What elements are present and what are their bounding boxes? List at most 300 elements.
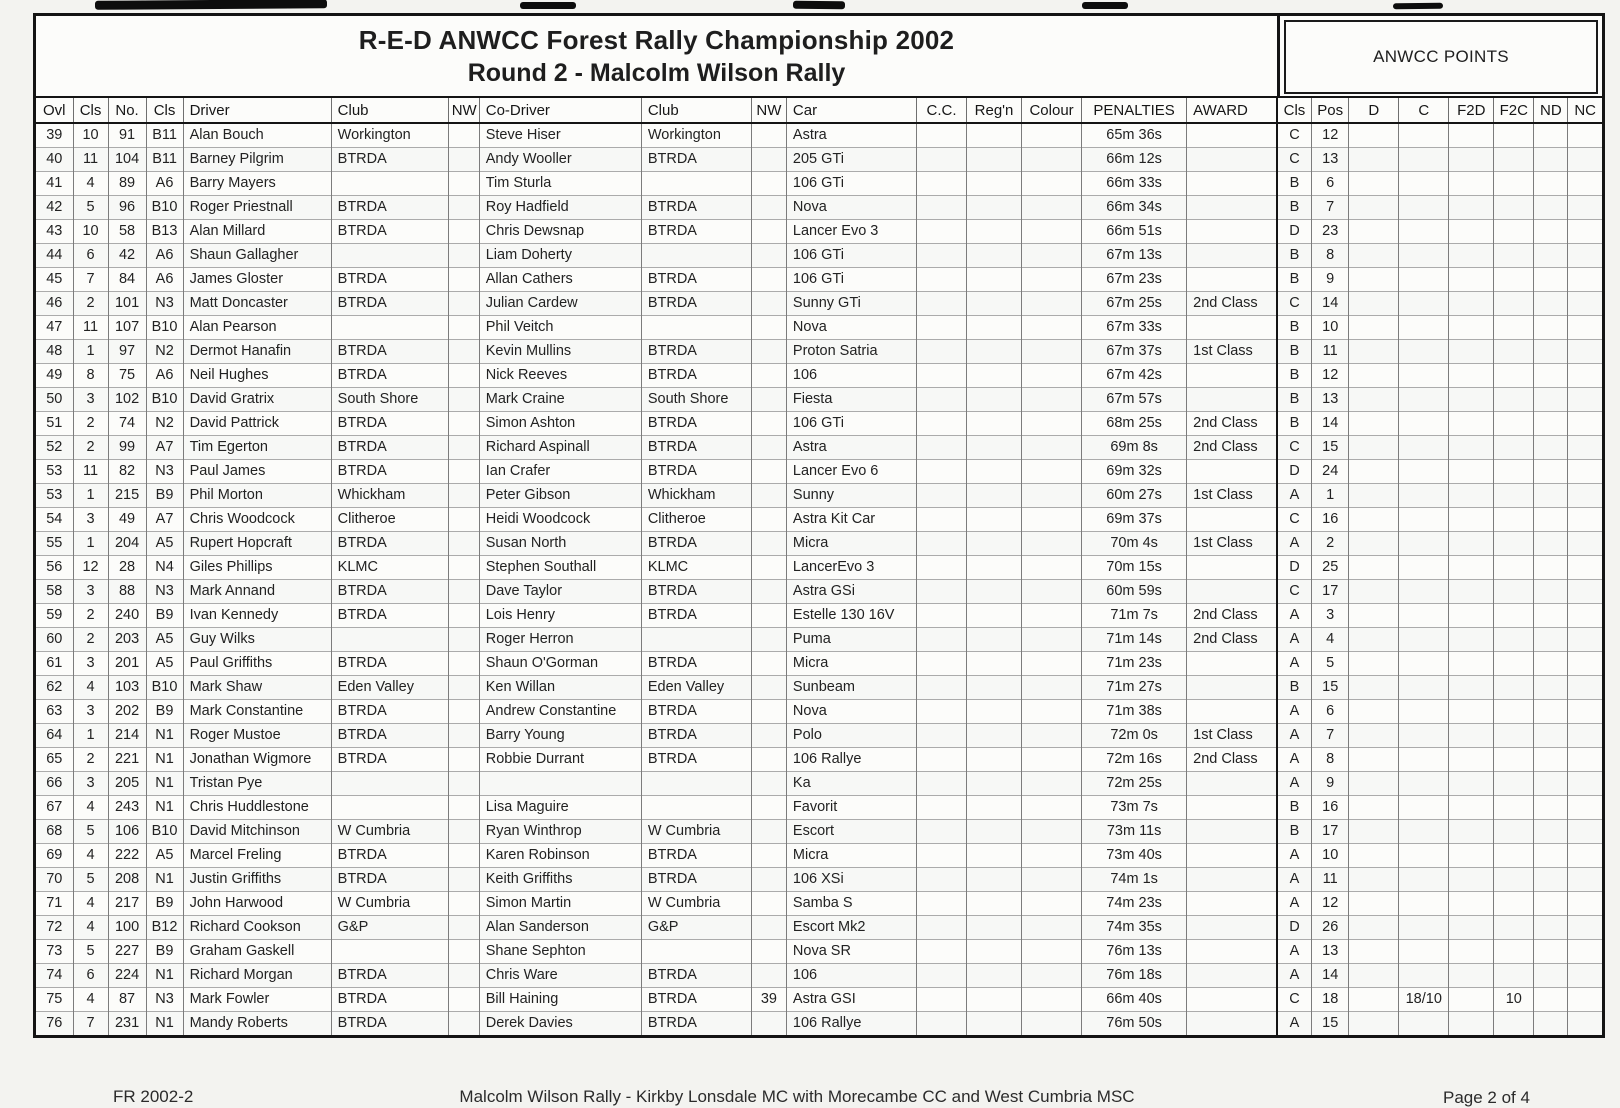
- cell: Marcel Freling: [183, 843, 331, 867]
- column-header-22: ND: [1534, 98, 1568, 123]
- cell: [1022, 171, 1082, 195]
- cell: [1022, 507, 1082, 531]
- cell: [1494, 675, 1534, 699]
- cell: A: [1277, 483, 1312, 507]
- cell: [1022, 243, 1082, 267]
- cell: [1187, 579, 1277, 603]
- cell: [967, 363, 1022, 387]
- cell: 3: [73, 579, 108, 603]
- cell: [1399, 363, 1449, 387]
- results-sheet: [33, 13, 1605, 1038]
- cell: [1349, 195, 1399, 219]
- cell: 73m 40s: [1082, 843, 1187, 867]
- cell: 1: [73, 723, 108, 747]
- cell: 221: [108, 747, 146, 771]
- cell: A6: [146, 171, 183, 195]
- cell: [967, 675, 1022, 699]
- cell: 215: [108, 483, 146, 507]
- cell: 12: [1312, 123, 1349, 147]
- cell: [1568, 915, 1602, 939]
- cell: [1494, 867, 1534, 891]
- cell: [1534, 339, 1568, 363]
- cell: [916, 867, 966, 891]
- cell: 11: [1312, 339, 1349, 363]
- cell: 1st Class: [1187, 483, 1277, 507]
- cell: [1449, 315, 1494, 339]
- cell: 106 GTi: [786, 411, 916, 435]
- cell: 1: [73, 483, 108, 507]
- cell: 76m 50s: [1082, 1011, 1187, 1035]
- cell: 13: [1312, 147, 1349, 171]
- cell: [1349, 771, 1399, 795]
- cell: Chris Huddlestone: [183, 795, 331, 819]
- cell: 3: [73, 771, 108, 795]
- cell: [1449, 747, 1494, 771]
- cell: 23: [1312, 219, 1349, 243]
- cell: A: [1277, 603, 1312, 627]
- cell: Lancer Evo 6: [786, 459, 916, 483]
- cell: [916, 147, 966, 171]
- cell: [1494, 267, 1534, 291]
- cell: [1349, 627, 1399, 651]
- cell: Peter Gibson: [479, 483, 641, 507]
- cell: [916, 195, 966, 219]
- cell: 66m 40s: [1082, 987, 1187, 1011]
- cell: 67m 57s: [1082, 387, 1187, 411]
- table-row: [36, 387, 1602, 411]
- cell: [1399, 579, 1449, 603]
- cell: [1534, 291, 1568, 315]
- cell: Justin Griffiths: [183, 867, 331, 891]
- cell: [967, 603, 1022, 627]
- cell: [1494, 843, 1534, 867]
- column-header-17: Pos: [1312, 98, 1349, 123]
- cell: [916, 603, 966, 627]
- cell: 59: [36, 603, 73, 627]
- cell: 61: [36, 651, 73, 675]
- cell: [1534, 987, 1568, 1011]
- cell: [448, 507, 479, 531]
- cell: BTRDA: [331, 219, 448, 243]
- cell: [1349, 939, 1399, 963]
- cell: [967, 507, 1022, 531]
- cell: [1449, 771, 1494, 795]
- cell: 72m 0s: [1082, 723, 1187, 747]
- cell: [1449, 963, 1494, 987]
- cell: [1494, 603, 1534, 627]
- cell: [1494, 579, 1534, 603]
- cell: A5: [146, 843, 183, 867]
- cell: Nick Reeves: [479, 363, 641, 387]
- cell: Roy Hadfield: [479, 195, 641, 219]
- cell: C: [1277, 291, 1312, 315]
- cell: [1568, 291, 1602, 315]
- table-row: [36, 699, 1602, 723]
- cell: David Mitchinson: [183, 819, 331, 843]
- cell: [1022, 363, 1082, 387]
- cell: [641, 795, 751, 819]
- cell: Chris Woodcock: [183, 507, 331, 531]
- cell: C: [1277, 987, 1312, 1011]
- cell: 106: [786, 363, 916, 387]
- cell: Neil Hughes: [183, 363, 331, 387]
- table-row: [36, 1011, 1602, 1035]
- cell: [1568, 483, 1602, 507]
- cell: Clitheroe: [331, 507, 448, 531]
- cell: [751, 651, 786, 675]
- cell: [916, 939, 966, 963]
- cell: [1022, 747, 1082, 771]
- cell: Sunbeam: [786, 675, 916, 699]
- header-row: [36, 98, 1602, 123]
- column-header-2: No.: [108, 98, 146, 123]
- cell: N2: [146, 339, 183, 363]
- cell: [1022, 891, 1082, 915]
- cell: [1349, 243, 1399, 267]
- cell: [1022, 771, 1082, 795]
- cell: BTRDA: [641, 363, 751, 387]
- cell: 72m 25s: [1082, 771, 1187, 795]
- cell: A: [1277, 771, 1312, 795]
- cell: [1022, 291, 1082, 315]
- cell: [751, 795, 786, 819]
- cell: 107: [108, 315, 146, 339]
- cell: 106 GTi: [786, 171, 916, 195]
- scan-artifact: [793, 1, 845, 9]
- cell: C: [1277, 507, 1312, 531]
- cell: [916, 699, 966, 723]
- cell: Paul James: [183, 459, 331, 483]
- cell: 1st Class: [1187, 723, 1277, 747]
- cell: [751, 771, 786, 795]
- cell: [448, 795, 479, 819]
- column-header-8: Club: [641, 98, 751, 123]
- cell: [1534, 819, 1568, 843]
- cell: 68m 25s: [1082, 411, 1187, 435]
- cell: Shane Sephton: [479, 939, 641, 963]
- cell: 66m 51s: [1082, 219, 1187, 243]
- cell: 7: [73, 267, 108, 291]
- cell: 222: [108, 843, 146, 867]
- cell: BTRDA: [331, 963, 448, 987]
- cell: [1449, 459, 1494, 483]
- cell: [1187, 123, 1277, 147]
- cell: Alan Millard: [183, 219, 331, 243]
- cell: Julian Cardew: [479, 291, 641, 315]
- cell: [967, 771, 1022, 795]
- cell: [916, 507, 966, 531]
- cell: [967, 987, 1022, 1011]
- cell: BTRDA: [641, 459, 751, 483]
- cell: [1449, 507, 1494, 531]
- cell: Astra Kit Car: [786, 507, 916, 531]
- cell: [448, 939, 479, 963]
- cell: [448, 627, 479, 651]
- footer-page-number: Page 2 of 4: [1443, 1088, 1530, 1107]
- cell: [1534, 363, 1568, 387]
- cell: [1399, 555, 1449, 579]
- cell: [1022, 411, 1082, 435]
- cell: [751, 243, 786, 267]
- cell: [331, 243, 448, 267]
- cell: [1494, 315, 1534, 339]
- cell: [1534, 507, 1568, 531]
- cell: 69: [36, 843, 73, 867]
- table-row: [36, 675, 1602, 699]
- cell: 96: [108, 195, 146, 219]
- cell: [1349, 891, 1399, 915]
- cell: Lois Henry: [479, 603, 641, 627]
- cell: [751, 267, 786, 291]
- cell: A6: [146, 243, 183, 267]
- cell: Susan North: [479, 531, 641, 555]
- cell: 74: [108, 411, 146, 435]
- cell: [1449, 651, 1494, 675]
- cell: [1494, 147, 1534, 171]
- cell: [1534, 699, 1568, 723]
- cell: B9: [146, 603, 183, 627]
- table-row: [36, 891, 1602, 915]
- cell: B: [1277, 315, 1312, 339]
- cell: Dave Taylor: [479, 579, 641, 603]
- table-row: [36, 819, 1602, 843]
- cell: [916, 267, 966, 291]
- cell: [1568, 603, 1602, 627]
- cell: James Gloster: [183, 267, 331, 291]
- page-subtitle: Round 2 - Malcolm Wilson Rally: [467, 58, 846, 87]
- cell: [1349, 603, 1399, 627]
- cell: [1349, 915, 1399, 939]
- cell: [1449, 867, 1494, 891]
- column-header-16: Cls: [1277, 98, 1312, 123]
- cell: [1022, 267, 1082, 291]
- cell: A5: [146, 531, 183, 555]
- cell: [1494, 699, 1534, 723]
- cell: [1349, 411, 1399, 435]
- cell: N2: [146, 411, 183, 435]
- table-row: [36, 867, 1602, 891]
- cell: N3: [146, 459, 183, 483]
- cell: [1349, 291, 1399, 315]
- cell: [751, 387, 786, 411]
- cell: [1022, 435, 1082, 459]
- cell: Mark Fowler: [183, 987, 331, 1011]
- table-row: [36, 363, 1602, 387]
- cell: [967, 291, 1022, 315]
- cell: [1568, 963, 1602, 987]
- table-row: [36, 195, 1602, 219]
- cell: [1399, 531, 1449, 555]
- cell: [1449, 387, 1494, 411]
- cell: [1494, 411, 1534, 435]
- cell: [1399, 123, 1449, 147]
- cell: [1534, 603, 1568, 627]
- table-row: [36, 747, 1602, 771]
- cell: Eden Valley: [331, 675, 448, 699]
- cell: [1568, 555, 1602, 579]
- cell: 67m 25s: [1082, 291, 1187, 315]
- cell: [1399, 411, 1449, 435]
- cell: BTRDA: [641, 963, 751, 987]
- cell: Escort: [786, 819, 916, 843]
- cell: [1568, 771, 1602, 795]
- cell: [1534, 195, 1568, 219]
- cell: 68: [36, 819, 73, 843]
- cell: [1449, 939, 1494, 963]
- cell: [967, 651, 1022, 675]
- cell: 45: [36, 267, 73, 291]
- cell: 217: [108, 891, 146, 915]
- cell: N1: [146, 867, 183, 891]
- cell: [448, 771, 479, 795]
- cell: [1568, 867, 1602, 891]
- cell: BTRDA: [331, 1011, 448, 1035]
- cell: 69m 37s: [1082, 507, 1187, 531]
- cell: [1494, 507, 1534, 531]
- cell: Andrew Constantine: [479, 699, 641, 723]
- cell: 62: [36, 675, 73, 699]
- cell: 67: [36, 795, 73, 819]
- cell: [1534, 171, 1568, 195]
- cell: [1534, 555, 1568, 579]
- cell: BTRDA: [331, 987, 448, 1011]
- cell: C: [1277, 435, 1312, 459]
- cell: 208: [108, 867, 146, 891]
- cell: [1349, 795, 1399, 819]
- cell: [1534, 843, 1568, 867]
- cell: Nova: [786, 699, 916, 723]
- table-row: [36, 843, 1602, 867]
- cell: [1187, 459, 1277, 483]
- cell: [1187, 771, 1277, 795]
- cell: 2nd Class: [1187, 291, 1277, 315]
- cell: BTRDA: [641, 1011, 751, 1035]
- cell: 76m 18s: [1082, 963, 1187, 987]
- scan-artifact: [520, 2, 576, 9]
- cell: 67m 33s: [1082, 315, 1187, 339]
- cell: 8: [1312, 747, 1349, 771]
- cell: 100: [108, 915, 146, 939]
- column-header-3: Cls: [146, 98, 183, 123]
- cell: 104: [108, 147, 146, 171]
- cell: A: [1277, 723, 1312, 747]
- cell: [448, 579, 479, 603]
- cell: 201: [108, 651, 146, 675]
- cell: [916, 387, 966, 411]
- cell: [1349, 675, 1399, 699]
- cell: 5: [73, 195, 108, 219]
- cell: [1494, 747, 1534, 771]
- cell: 5: [73, 819, 108, 843]
- cell: 56: [36, 555, 73, 579]
- cell: [751, 459, 786, 483]
- cell: [1494, 651, 1534, 675]
- cell: [751, 675, 786, 699]
- cell: Favorit: [786, 795, 916, 819]
- cell: [1349, 1011, 1399, 1035]
- cell: [1494, 939, 1534, 963]
- cell: [1349, 339, 1399, 363]
- cell: [1568, 411, 1602, 435]
- cell: Tim Egerton: [183, 435, 331, 459]
- cell: 10: [73, 123, 108, 147]
- cell: [1534, 123, 1568, 147]
- cell: Chris Ware: [479, 963, 641, 987]
- cell: [448, 123, 479, 147]
- cell: 55: [36, 531, 73, 555]
- cell: 102: [108, 387, 146, 411]
- cell: [1349, 219, 1399, 243]
- cell: [1449, 267, 1494, 291]
- cell: 4: [73, 915, 108, 939]
- table-row: [36, 315, 1602, 339]
- cell: [1449, 723, 1494, 747]
- cell: [448, 867, 479, 891]
- cell: 4: [73, 987, 108, 1011]
- cell: BTRDA: [641, 195, 751, 219]
- cell: [1022, 723, 1082, 747]
- cell: [448, 603, 479, 627]
- table-row: [36, 435, 1602, 459]
- cell: N3: [146, 579, 183, 603]
- cell: Polo: [786, 723, 916, 747]
- cell: 43: [36, 219, 73, 243]
- cell: B9: [146, 939, 183, 963]
- column-header-4: Driver: [183, 98, 331, 123]
- cell: [1534, 243, 1568, 267]
- cell: Whickham: [641, 483, 751, 507]
- cell: [1349, 963, 1399, 987]
- cell: A5: [146, 627, 183, 651]
- cell: B10: [146, 819, 183, 843]
- cell: Astra: [786, 123, 916, 147]
- cell: Roger Priestnall: [183, 195, 331, 219]
- cell: [1568, 579, 1602, 603]
- cell: [448, 675, 479, 699]
- cell: [1022, 651, 1082, 675]
- cell: [967, 315, 1022, 339]
- cell: B: [1277, 795, 1312, 819]
- cell: 12: [1312, 363, 1349, 387]
- cell: KLMC: [641, 555, 751, 579]
- cell: 14: [1312, 411, 1349, 435]
- cell: 60: [36, 627, 73, 651]
- cell: Nova SR: [786, 939, 916, 963]
- table-row: [36, 123, 1602, 147]
- cell: BTRDA: [641, 651, 751, 675]
- cell: BTRDA: [641, 291, 751, 315]
- cell: [1399, 315, 1449, 339]
- cell: BTRDA: [331, 531, 448, 555]
- cell: [967, 867, 1022, 891]
- cell: [967, 747, 1022, 771]
- cell: 10: [73, 219, 108, 243]
- cell: Mark Annand: [183, 579, 331, 603]
- cell: N4: [146, 555, 183, 579]
- cell: Puma: [786, 627, 916, 651]
- column-header-14: PENALTIES: [1082, 98, 1187, 123]
- cell: [1568, 891, 1602, 915]
- cell: 18/10: [1399, 987, 1449, 1011]
- cell: BTRDA: [641, 411, 751, 435]
- cell: Robbie Durrant: [479, 747, 641, 771]
- column-header-0: Ovl: [36, 98, 73, 123]
- cell: [1399, 459, 1449, 483]
- cell: [1022, 963, 1082, 987]
- cell: [1568, 243, 1602, 267]
- cell: [1494, 195, 1534, 219]
- cell: [1494, 483, 1534, 507]
